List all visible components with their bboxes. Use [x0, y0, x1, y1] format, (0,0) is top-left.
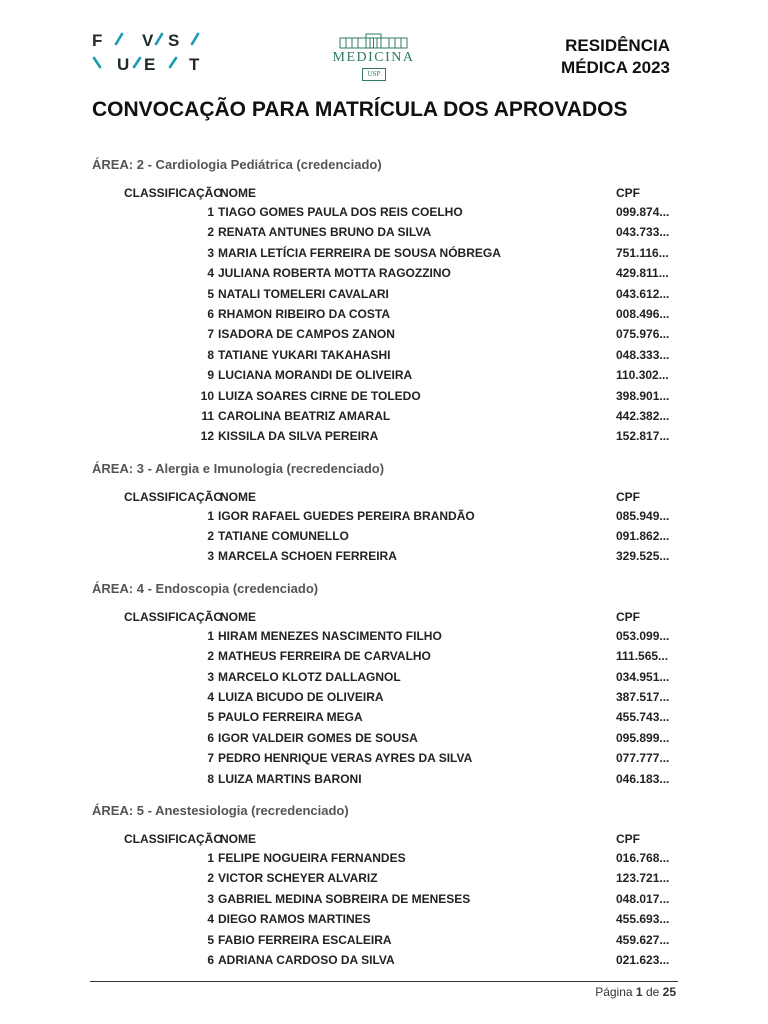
name-cell: LUIZA MARTINS BARONI	[218, 771, 362, 786]
column-header-nome: NOME	[220, 489, 256, 504]
rank-cell: 3	[207, 549, 214, 564]
cpf-cell: 043.612...	[616, 286, 670, 301]
cpf-cell: 046.183...	[616, 771, 670, 786]
name-cell: TATIANE COMUNELLO	[218, 529, 349, 544]
column-header-cpf: CPF	[616, 186, 640, 200]
name-cell: MARCELA SCHOEN FERREIRA	[218, 549, 397, 564]
cpf-cell: 053.099...	[616, 628, 670, 643]
cpf-cell: 455.743...	[616, 710, 670, 725]
cpf-cell: 398.901...	[616, 388, 670, 403]
name-cell: VICTOR SCHEYER ALVARIZ	[218, 871, 378, 886]
cpf-cell: 048.333...	[616, 347, 670, 362]
cpf-cell: 152.817...	[616, 429, 670, 444]
table-row	[92, 707, 692, 727]
area-section	[92, 580, 692, 789]
rank-cell: 7	[207, 327, 214, 342]
rank-cell: 4	[207, 690, 214, 705]
column-header-classificacao: CLASSIFICAÇÃO	[124, 831, 223, 846]
table-row	[92, 909, 692, 929]
column-header-classificacao: CLASSIFICAÇÃO	[124, 186, 223, 200]
table-row	[92, 930, 692, 950]
residencia-line-1: RESIDÊNCIA	[565, 36, 670, 55]
name-cell: TATIANE YUKARI TAKAHASHI	[218, 347, 391, 362]
footer-divider	[90, 981, 678, 982]
medicina-usp-logo	[326, 33, 421, 83]
area-section	[92, 802, 692, 970]
footer-prefix: Página	[595, 985, 633, 999]
rank-cell: 1	[207, 628, 214, 643]
cpf-cell: 429.811...	[616, 266, 669, 281]
table-header	[92, 608, 692, 626]
rank-cell: 6	[207, 952, 214, 967]
name-cell: KISSILA DA SILVA PEREIRA	[218, 429, 379, 444]
footer-page-number: 1	[635, 985, 643, 999]
cpf-cell: 099.874...	[616, 205, 670, 219]
table-row	[92, 687, 692, 707]
rank-cell: 8	[207, 771, 214, 786]
fuvest-letter-u: U	[117, 55, 130, 74]
table-row	[92, 546, 692, 566]
column-header-cpf: CPF	[616, 831, 640, 846]
fuvest-letter-e: E	[144, 55, 156, 74]
rank-cell: 11	[201, 408, 214, 423]
table-row	[92, 868, 692, 888]
rank-cell: 6	[207, 730, 214, 745]
column-header-nome: NOME	[220, 609, 256, 624]
name-cell: LUIZA BICUDO DE OLIVEIRA	[218, 690, 384, 705]
footer-separator: de	[645, 985, 660, 999]
name-cell: PEDRO HENRIQUE VERAS AYRES DA SILVA	[218, 751, 473, 766]
table-row	[92, 345, 692, 365]
name-cell: MARIA LETÍCIA FERREIRA DE SOUSA NÓBREGA	[218, 245, 501, 260]
cpf-cell: 751.116...	[616, 245, 669, 260]
residencia-line-2: MÉDICA 2023	[561, 58, 670, 77]
name-cell: TIAGO GOMES PAULA DOS REIS COELHO	[218, 205, 463, 219]
rank-cell: 4	[207, 912, 214, 927]
area-title: ÁREA: 2 - Cardiologia Pediátrica (credenciado)	[92, 157, 382, 172]
rank-cell: 1	[207, 850, 214, 865]
table-row	[92, 667, 692, 687]
rank-cell: 2	[207, 871, 214, 886]
name-cell: JULIANA ROBERTA MOTTA RAGOZZINO	[218, 266, 451, 281]
document-title: CONVOCAÇÃO PARA MATRÍCULA DOS APROVADOS	[92, 98, 628, 121]
name-cell: ISADORA DE CAMPOS ZANON	[218, 327, 395, 342]
cpf-cell: 442.382...	[616, 408, 670, 423]
name-cell: DIEGO RAMOS MARTINES	[218, 912, 371, 927]
table-row	[92, 526, 692, 546]
table-header	[92, 830, 692, 848]
area-title: ÁREA: 3 - Alergia e Imunologia (recredenciado)	[92, 460, 385, 476]
table-row	[92, 728, 692, 748]
column-header-nome: NOME	[220, 186, 256, 200]
rank-cell: 7	[207, 751, 214, 766]
table-row	[92, 769, 692, 789]
areas-list	[92, 156, 692, 970]
usp-label: USP	[362, 68, 386, 81]
rank-cell: 3	[207, 891, 214, 906]
rank-cell: 4	[207, 266, 214, 281]
rank-cell: 1	[207, 508, 214, 523]
area-section	[92, 460, 692, 567]
cpf-cell: 123.721...	[616, 871, 670, 886]
fuvest-letter-v: V	[142, 31, 154, 50]
fuvest-logo	[92, 30, 202, 74]
cpf-cell: 085.949...	[616, 508, 670, 523]
table-header	[92, 184, 692, 202]
cpf-cell: 075.976...	[616, 327, 670, 342]
cpf-cell: 110.302...	[616, 368, 669, 383]
table-row	[92, 506, 692, 526]
table-row	[92, 748, 692, 768]
name-cell: FELIPE NOGUEIRA FERNANDES	[218, 850, 406, 865]
name-cell: ADRIANA CARDOSO DA SILVA	[218, 952, 395, 967]
name-cell: IGOR VALDEIR GOMES DE SOUSA	[218, 730, 418, 745]
residencia-heading	[561, 35, 670, 79]
table-row	[92, 406, 692, 426]
cpf-cell: 021.623...	[616, 952, 670, 967]
name-cell: RENATA ANTUNES BRUNO DA SILVA	[218, 225, 432, 240]
faculty-building-icon	[326, 33, 421, 49]
rank-cell: 2	[207, 225, 214, 240]
cpf-cell: 111.565...	[616, 649, 669, 664]
name-cell: RHAMON RIBEIRO DA COSTA	[218, 306, 390, 321]
rank-cell: 8	[207, 347, 214, 362]
cpf-cell: 095.899...	[616, 730, 670, 745]
rank-cell: 9	[207, 368, 214, 383]
cpf-cell: 459.627...	[616, 932, 670, 947]
column-header-cpf: CPF	[616, 489, 640, 504]
cpf-cell: 016.768...	[616, 850, 670, 865]
rank-cell: 5	[207, 286, 214, 301]
table-row	[92, 324, 692, 344]
rank-cell: 3	[207, 669, 214, 684]
column-header-classificacao: CLASSIFICAÇÃO	[124, 489, 223, 504]
cpf-cell: 091.862...	[616, 529, 670, 544]
page-footer	[595, 985, 676, 999]
rank-cell: 1	[207, 205, 214, 219]
cpf-cell: 329.525...	[616, 549, 670, 564]
name-cell: LUCIANA MORANDI DE OLIVEIRA	[218, 368, 413, 383]
table-row	[92, 386, 692, 406]
rank-cell: 2	[207, 529, 214, 544]
name-cell: GABRIEL MEDINA SOBREIRA DE MENESES	[218, 891, 471, 906]
page-header	[0, 0, 768, 95]
name-cell: IGOR RAFAEL GUEDES PEREIRA BRANDÃO	[218, 508, 475, 523]
table-row	[92, 646, 692, 666]
fuvest-letter-f: F	[92, 31, 103, 50]
table-row	[92, 284, 692, 304]
name-cell: MATHEUS FERREIRA DE CARVALHO	[218, 649, 431, 664]
table-row	[92, 889, 692, 909]
name-cell: PAULO FERREIRA MEGA	[218, 710, 363, 725]
medicina-label: MEDICINA	[332, 50, 415, 65]
table-header	[92, 488, 692, 506]
table-row	[92, 848, 692, 868]
footer-page-total: 25	[662, 985, 676, 999]
rank-cell: 5	[207, 710, 214, 725]
cpf-cell: 077.777...	[616, 751, 670, 766]
name-cell: MARCELO KLOTZ DALLAGNOL	[218, 669, 401, 684]
cpf-cell: 008.496...	[616, 306, 670, 321]
area-section	[92, 156, 692, 447]
area-title: ÁREA: 5 - Anestesiologia (recredenciado)	[92, 802, 349, 818]
cpf-cell: 034.951...	[616, 669, 670, 684]
table-row	[92, 304, 692, 324]
table-row	[92, 426, 692, 446]
rank-cell: 3	[207, 245, 214, 260]
column-header-cpf: CPF	[616, 609, 640, 624]
cpf-cell: 048.017...	[616, 891, 670, 906]
cpf-cell: 455.693...	[616, 912, 670, 927]
table-row	[92, 202, 692, 222]
name-cell: CAROLINA BEATRIZ AMARAL	[218, 408, 391, 423]
name-cell: LUIZA SOARES CIRNE DE TOLEDO	[218, 388, 421, 403]
fuvest-letter-s: S	[168, 31, 180, 50]
cpf-cell: 387.517...	[616, 690, 670, 705]
rank-cell: 10	[200, 388, 214, 403]
table-row	[92, 263, 692, 283]
cpf-cell: 043.733...	[616, 225, 670, 240]
column-header-classificacao: CLASSIFICAÇÃO	[124, 609, 223, 624]
table-row	[92, 243, 692, 263]
area-title: ÁREA: 4 - Endoscopia (credenciado)	[92, 580, 319, 596]
rank-cell: 2	[207, 649, 214, 664]
table-row	[92, 626, 692, 646]
table-row	[92, 365, 692, 385]
rank-cell: 6	[207, 306, 214, 321]
table-row	[92, 950, 692, 970]
name-cell: NATALI TOMELERI CAVALARI	[218, 286, 389, 301]
table-row	[92, 222, 692, 242]
name-cell: FABIO FERREIRA ESCALEIRA	[218, 932, 392, 947]
column-header-nome: NOME	[220, 831, 256, 846]
fuvest-letter-t: T	[189, 55, 200, 74]
rank-cell: 12	[200, 429, 214, 444]
name-cell: HIRAM MENEZES NASCIMENTO FILHO	[218, 628, 442, 643]
rank-cell: 5	[207, 932, 214, 947]
